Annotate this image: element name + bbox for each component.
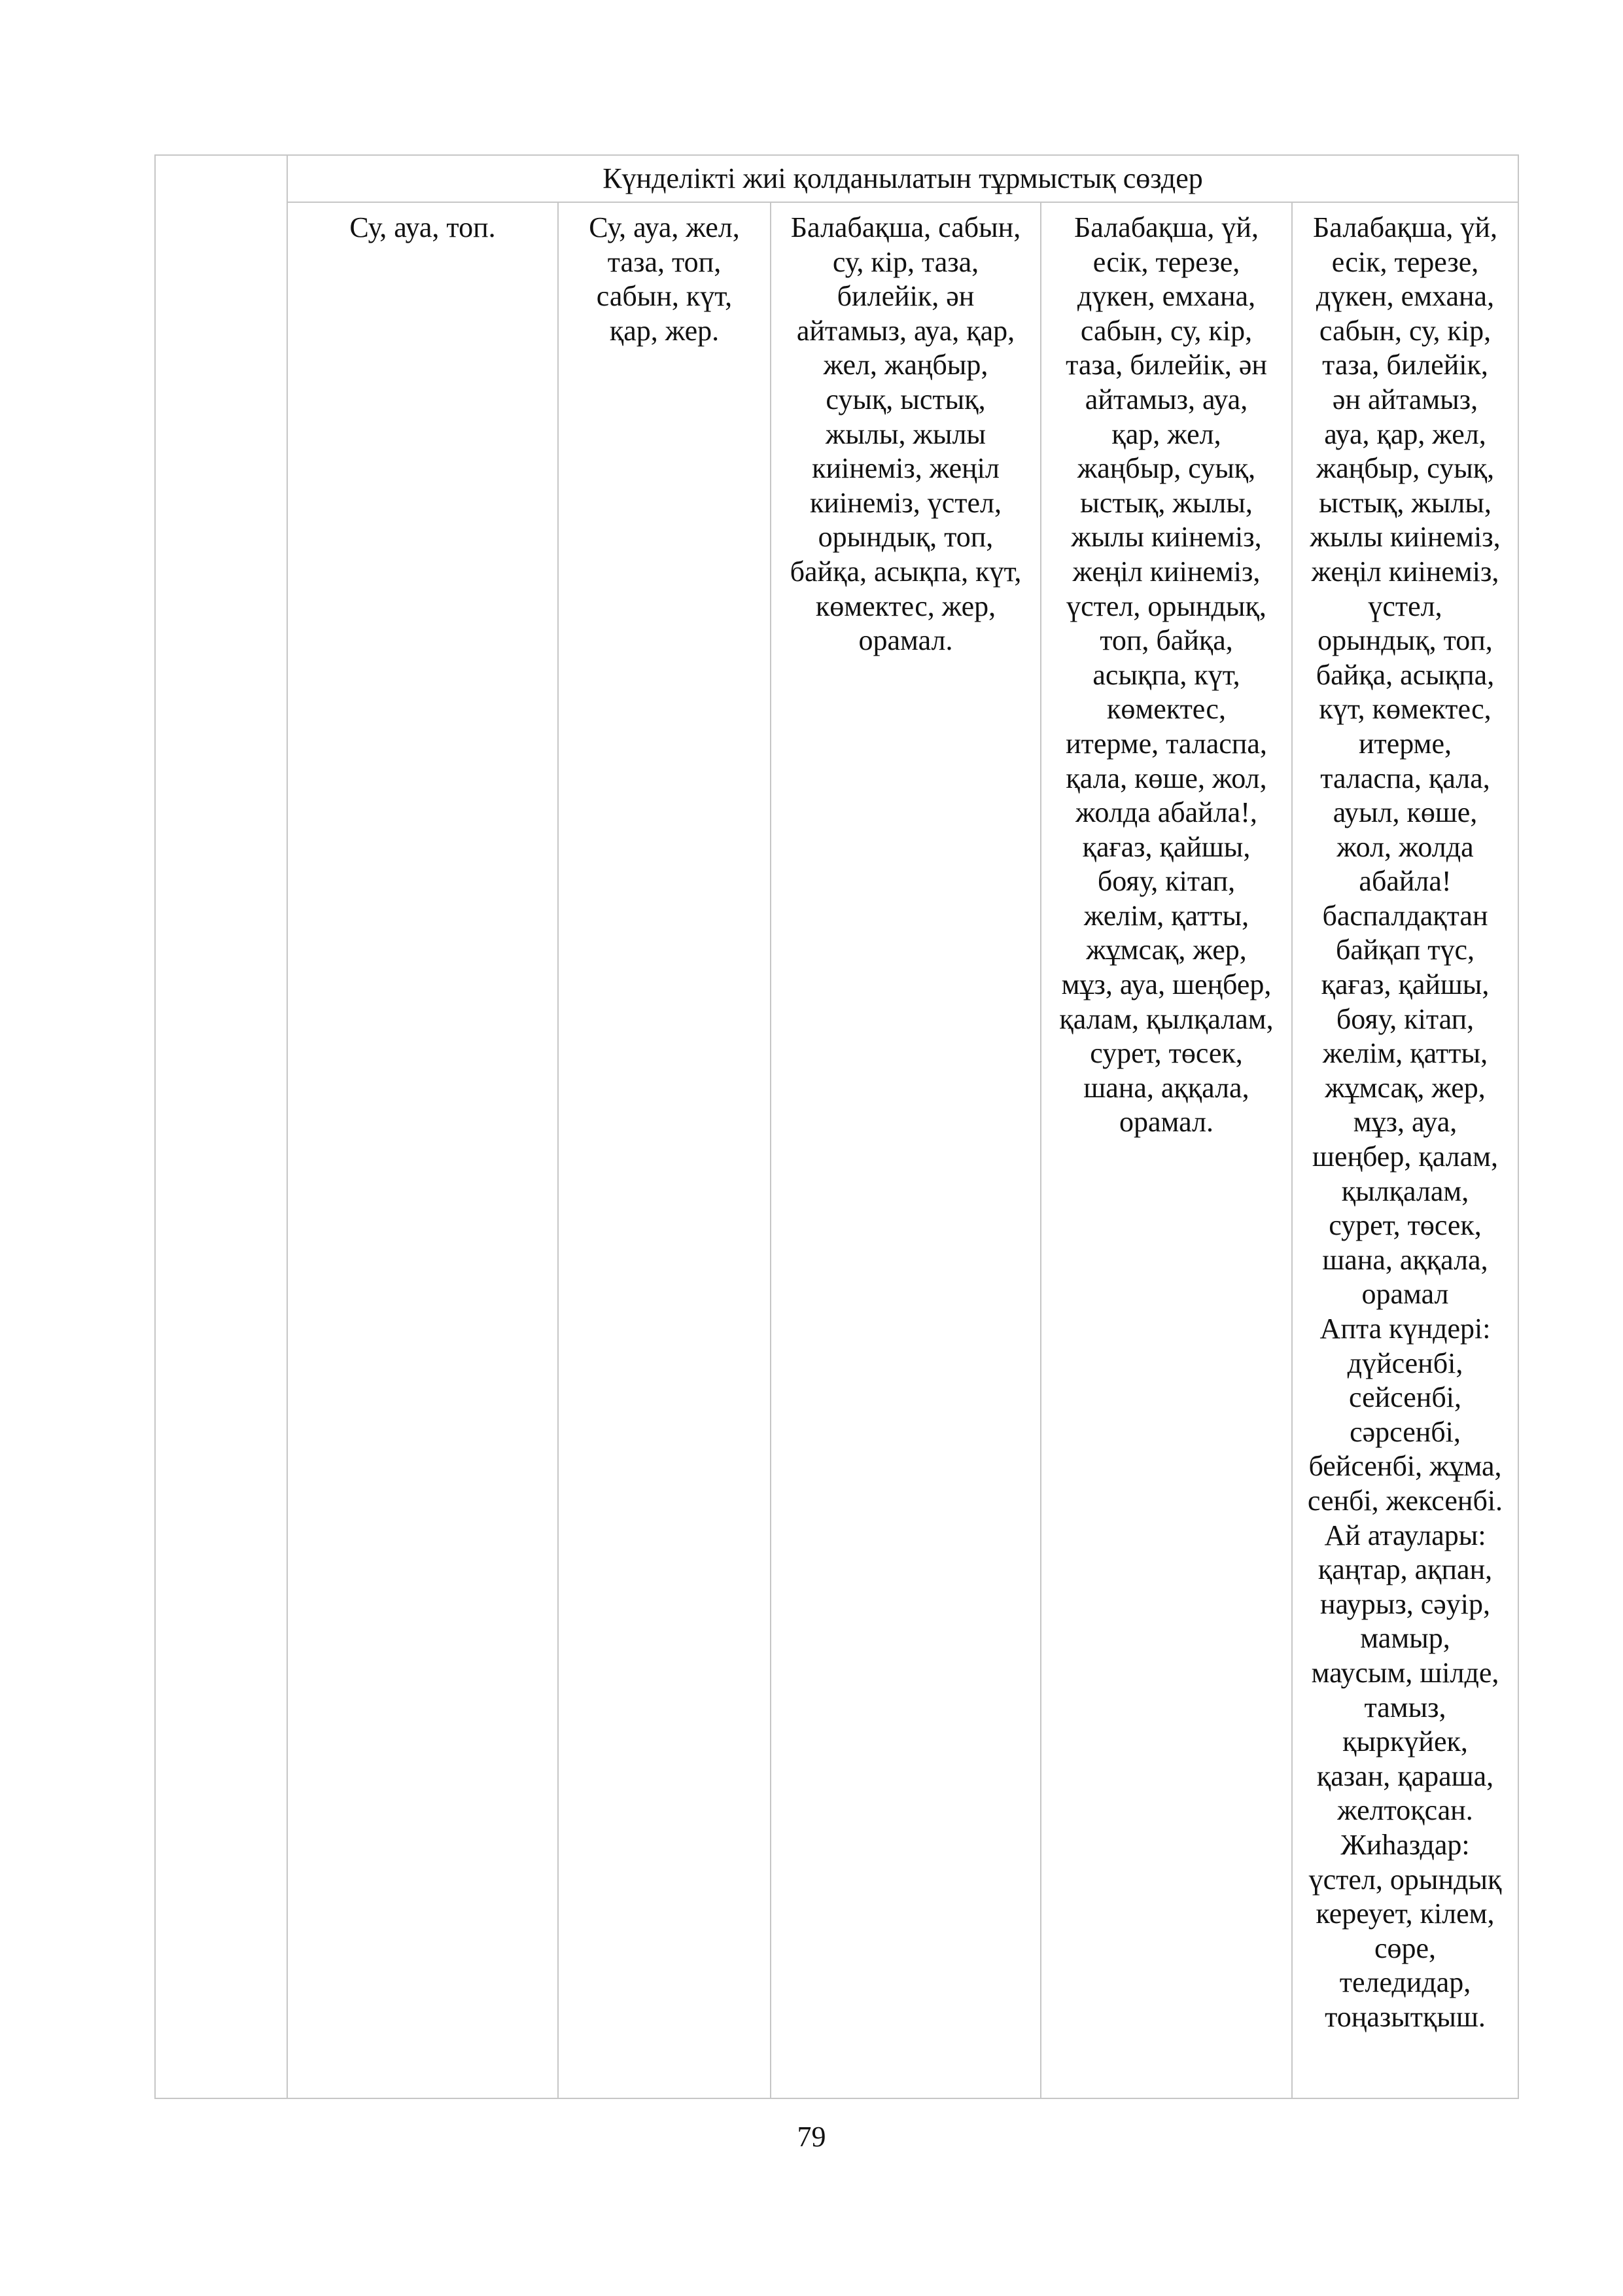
cell-text-line: қылқалам,	[1341, 1174, 1469, 1207]
table-cell-col-3	[771, 211, 1040, 658]
cell-text-line: орамал.	[858, 624, 953, 657]
cell-text-line: дүйсенбі,	[1347, 1347, 1463, 1379]
table-cell-col-4	[1041, 211, 1291, 1140]
cell-text-line: Балабақша, үй,	[1313, 211, 1497, 243]
cell-text-line: бейсенбі, жұма,	[1308, 1450, 1502, 1483]
cell-text-line: жел, жаңбыр,	[823, 349, 988, 381]
cell-text-line: сенбі, жексенбі.	[1307, 1484, 1503, 1517]
table-cell-col-2	[559, 211, 770, 348]
cell-text-line: суық, ыстық,	[826, 383, 986, 415]
cell-text-line: абайла!	[1359, 865, 1452, 898]
cell-text-line: көмектес,	[1107, 693, 1226, 726]
header-divider	[287, 202, 1519, 203]
cell-text-line: кереует, кілем,	[1316, 1898, 1495, 1930]
cell-text-line: жұмсақ, жер,	[1086, 934, 1247, 966]
cell-text-line: сабын, су, кір,	[1319, 314, 1492, 347]
cell-text-line: есік, терезе,	[1092, 245, 1240, 278]
cell-text-line: жол, жолда	[1336, 830, 1474, 863]
cell-text-line: орамал	[1361, 1278, 1449, 1311]
cell-text-line: сабын, күт,	[596, 280, 733, 313]
cell-text-line: жаңбыр, суық,	[1077, 452, 1256, 485]
cell-text-line: жаңбыр, суық,	[1316, 452, 1495, 485]
cell-text-line: жеңіл киінеміз,	[1311, 555, 1499, 588]
cell-text-line: бояу, кітап,	[1336, 1002, 1475, 1035]
cell-text-line: байқа, асықпа, күт,	[790, 555, 1022, 588]
cell-text-line: сөре,	[1374, 1932, 1437, 1964]
cell-text-line: жолда абайла!,	[1075, 796, 1257, 829]
cell-text-line: топ, байқа,	[1100, 624, 1233, 657]
cell-text-line: айтамыз, ауа, қар,	[796, 314, 1015, 347]
cell-text-line: дүкен, емхана,	[1316, 280, 1495, 313]
cell-text-line: таласпа, қала,	[1320, 762, 1490, 794]
cell-text-line: байқап түс,	[1335, 934, 1475, 966]
cell-text-line: таза, билейік,	[1322, 349, 1488, 381]
cell-text-line: үстел, орындық,	[1066, 590, 1266, 622]
cell-text-line: қар, жер.	[609, 314, 720, 347]
cell-text-line: орындық, топ,	[1318, 624, 1493, 657]
cell-text-line: киінеміз, үстел,	[810, 486, 1002, 519]
column-divider	[287, 154, 288, 2099]
cell-text-line: жеңіл киінеміз,	[1072, 555, 1261, 588]
cell-text-line: орындық, топ,	[818, 521, 994, 554]
cell-text-line: су, кір, таза,	[832, 245, 979, 278]
cell-text-line: қар, жел,	[1111, 417, 1221, 450]
cell-text-line: орамал.	[1119, 1106, 1213, 1139]
cell-text-line: қалам, қылқалам,	[1059, 1002, 1274, 1035]
cell-text-line: желтоқсан.	[1337, 1794, 1473, 1827]
cell-text-line: асықпа, күт,	[1092, 658, 1240, 691]
cell-text-line: сәрсенбі,	[1350, 1415, 1461, 1448]
cell-text-line: билейік, ән	[837, 280, 975, 313]
cell-text-line: ауыл, көше,	[1333, 796, 1478, 829]
cell-text-line: ауа, қар, жел,	[1324, 417, 1486, 450]
cell-text-line: сабын, су, кір,	[1080, 314, 1253, 347]
cell-text-line: жылы киінеміз,	[1071, 521, 1262, 554]
cell-text-line: Су, ауа, жел,	[589, 211, 740, 243]
cell-text-line: тамыз,	[1364, 1691, 1446, 1723]
cell-text-line: мамыр,	[1360, 1622, 1450, 1655]
cell-text-line: желім, қатты,	[1322, 1037, 1488, 1070]
table-cell-col-5	[1293, 211, 1518, 2034]
cell-text-line: Су, ауа, топ.	[349, 211, 496, 243]
cell-text-line: ыстық, жылы,	[1319, 486, 1492, 519]
table-header: Күнделікті жиі қолданылатын тұрмыстық сөздер	[602, 162, 1203, 194]
cell-text-line: Балабақша, сабын,	[790, 211, 1021, 243]
cell-text-line: Ай атаулары:	[1324, 1519, 1486, 1551]
cell-text-line: сурет, төсек,	[1090, 1037, 1243, 1070]
cell-text-line: дүкен, емхана,	[1077, 280, 1256, 313]
cell-text-line: күт, көмектес,	[1319, 693, 1492, 726]
cell-text-line: Балабақша, үй,	[1074, 211, 1259, 243]
cell-text-line: қаңтар, ақпан,	[1318, 1553, 1493, 1586]
cell-text-line: қыркүйек,	[1342, 1725, 1468, 1758]
cell-text-line: шана, аққала,	[1322, 1243, 1488, 1276]
cell-text-line: шеңбер, қалам,	[1312, 1140, 1498, 1173]
cell-text-line: жылы, жылы	[826, 417, 986, 450]
cell-text-line: таза, билейік, ән	[1066, 349, 1267, 381]
cell-text-line: бояу, кітап,	[1097, 865, 1236, 898]
cell-text-line: Апта күндері:	[1319, 1313, 1491, 1345]
cell-text-line: мұз, ауа,	[1353, 1106, 1457, 1139]
cell-text-line: киінеміз, жеңіл	[812, 452, 1000, 485]
cell-text-line: қағаз, қайшы,	[1321, 968, 1490, 1001]
cell-text-line: жұмсақ, жер,	[1325, 1071, 1486, 1104]
cell-text-line: теледидар,	[1339, 1966, 1471, 1999]
cell-text-line: Жиһаздар:	[1340, 1828, 1470, 1861]
cell-text-line: көмектес, жер,	[815, 590, 996, 622]
cell-text-line: шана, аққала,	[1083, 1071, 1249, 1104]
cell-text-line: сурет, төсек,	[1329, 1209, 1482, 1242]
cell-text-line: наурыз, сәуір,	[1319, 1587, 1491, 1620]
cell-text-line: жылы киінеміз,	[1310, 521, 1501, 554]
cell-text-line: қала, көше, жол,	[1066, 762, 1267, 794]
cell-text-line: тоңазытқыш.	[1325, 2000, 1486, 2033]
column-divider	[557, 203, 559, 2099]
cell-text-line: қазан, қараша,	[1316, 1759, 1494, 1792]
cell-text-line: есік, терезе,	[1331, 245, 1479, 278]
cell-text-line: сейсенбі,	[1349, 1381, 1461, 1414]
cell-text-line: қағаз, қайшы,	[1082, 830, 1251, 863]
cell-text-line: үстел, орындық	[1308, 1863, 1502, 1896]
cell-text-line: байқа, асықпа,	[1316, 658, 1495, 691]
cell-text-line: үстел,	[1368, 590, 1442, 622]
cell-text-line: таза, топ,	[607, 245, 722, 278]
cell-text-line: итерме, таласпа,	[1066, 727, 1267, 760]
cell-text-line: итерме,	[1358, 727, 1452, 760]
cell-text-line: маусым, шілде,	[1311, 1656, 1499, 1689]
table-cell-col-1	[288, 211, 557, 245]
cell-text-line: желім, қатты,	[1083, 899, 1249, 932]
cell-text-line: ыстық, жылы,	[1080, 486, 1253, 519]
cell-text-line: ән айтамыз,	[1332, 383, 1478, 415]
cell-text-line: мұз, ауа, шеңбер,	[1061, 968, 1272, 1001]
page-number: 79	[797, 2121, 826, 2153]
cell-text-line: баспалдақтан	[1322, 899, 1488, 932]
cell-text-line: айтамыз, ауа,	[1085, 383, 1248, 415]
